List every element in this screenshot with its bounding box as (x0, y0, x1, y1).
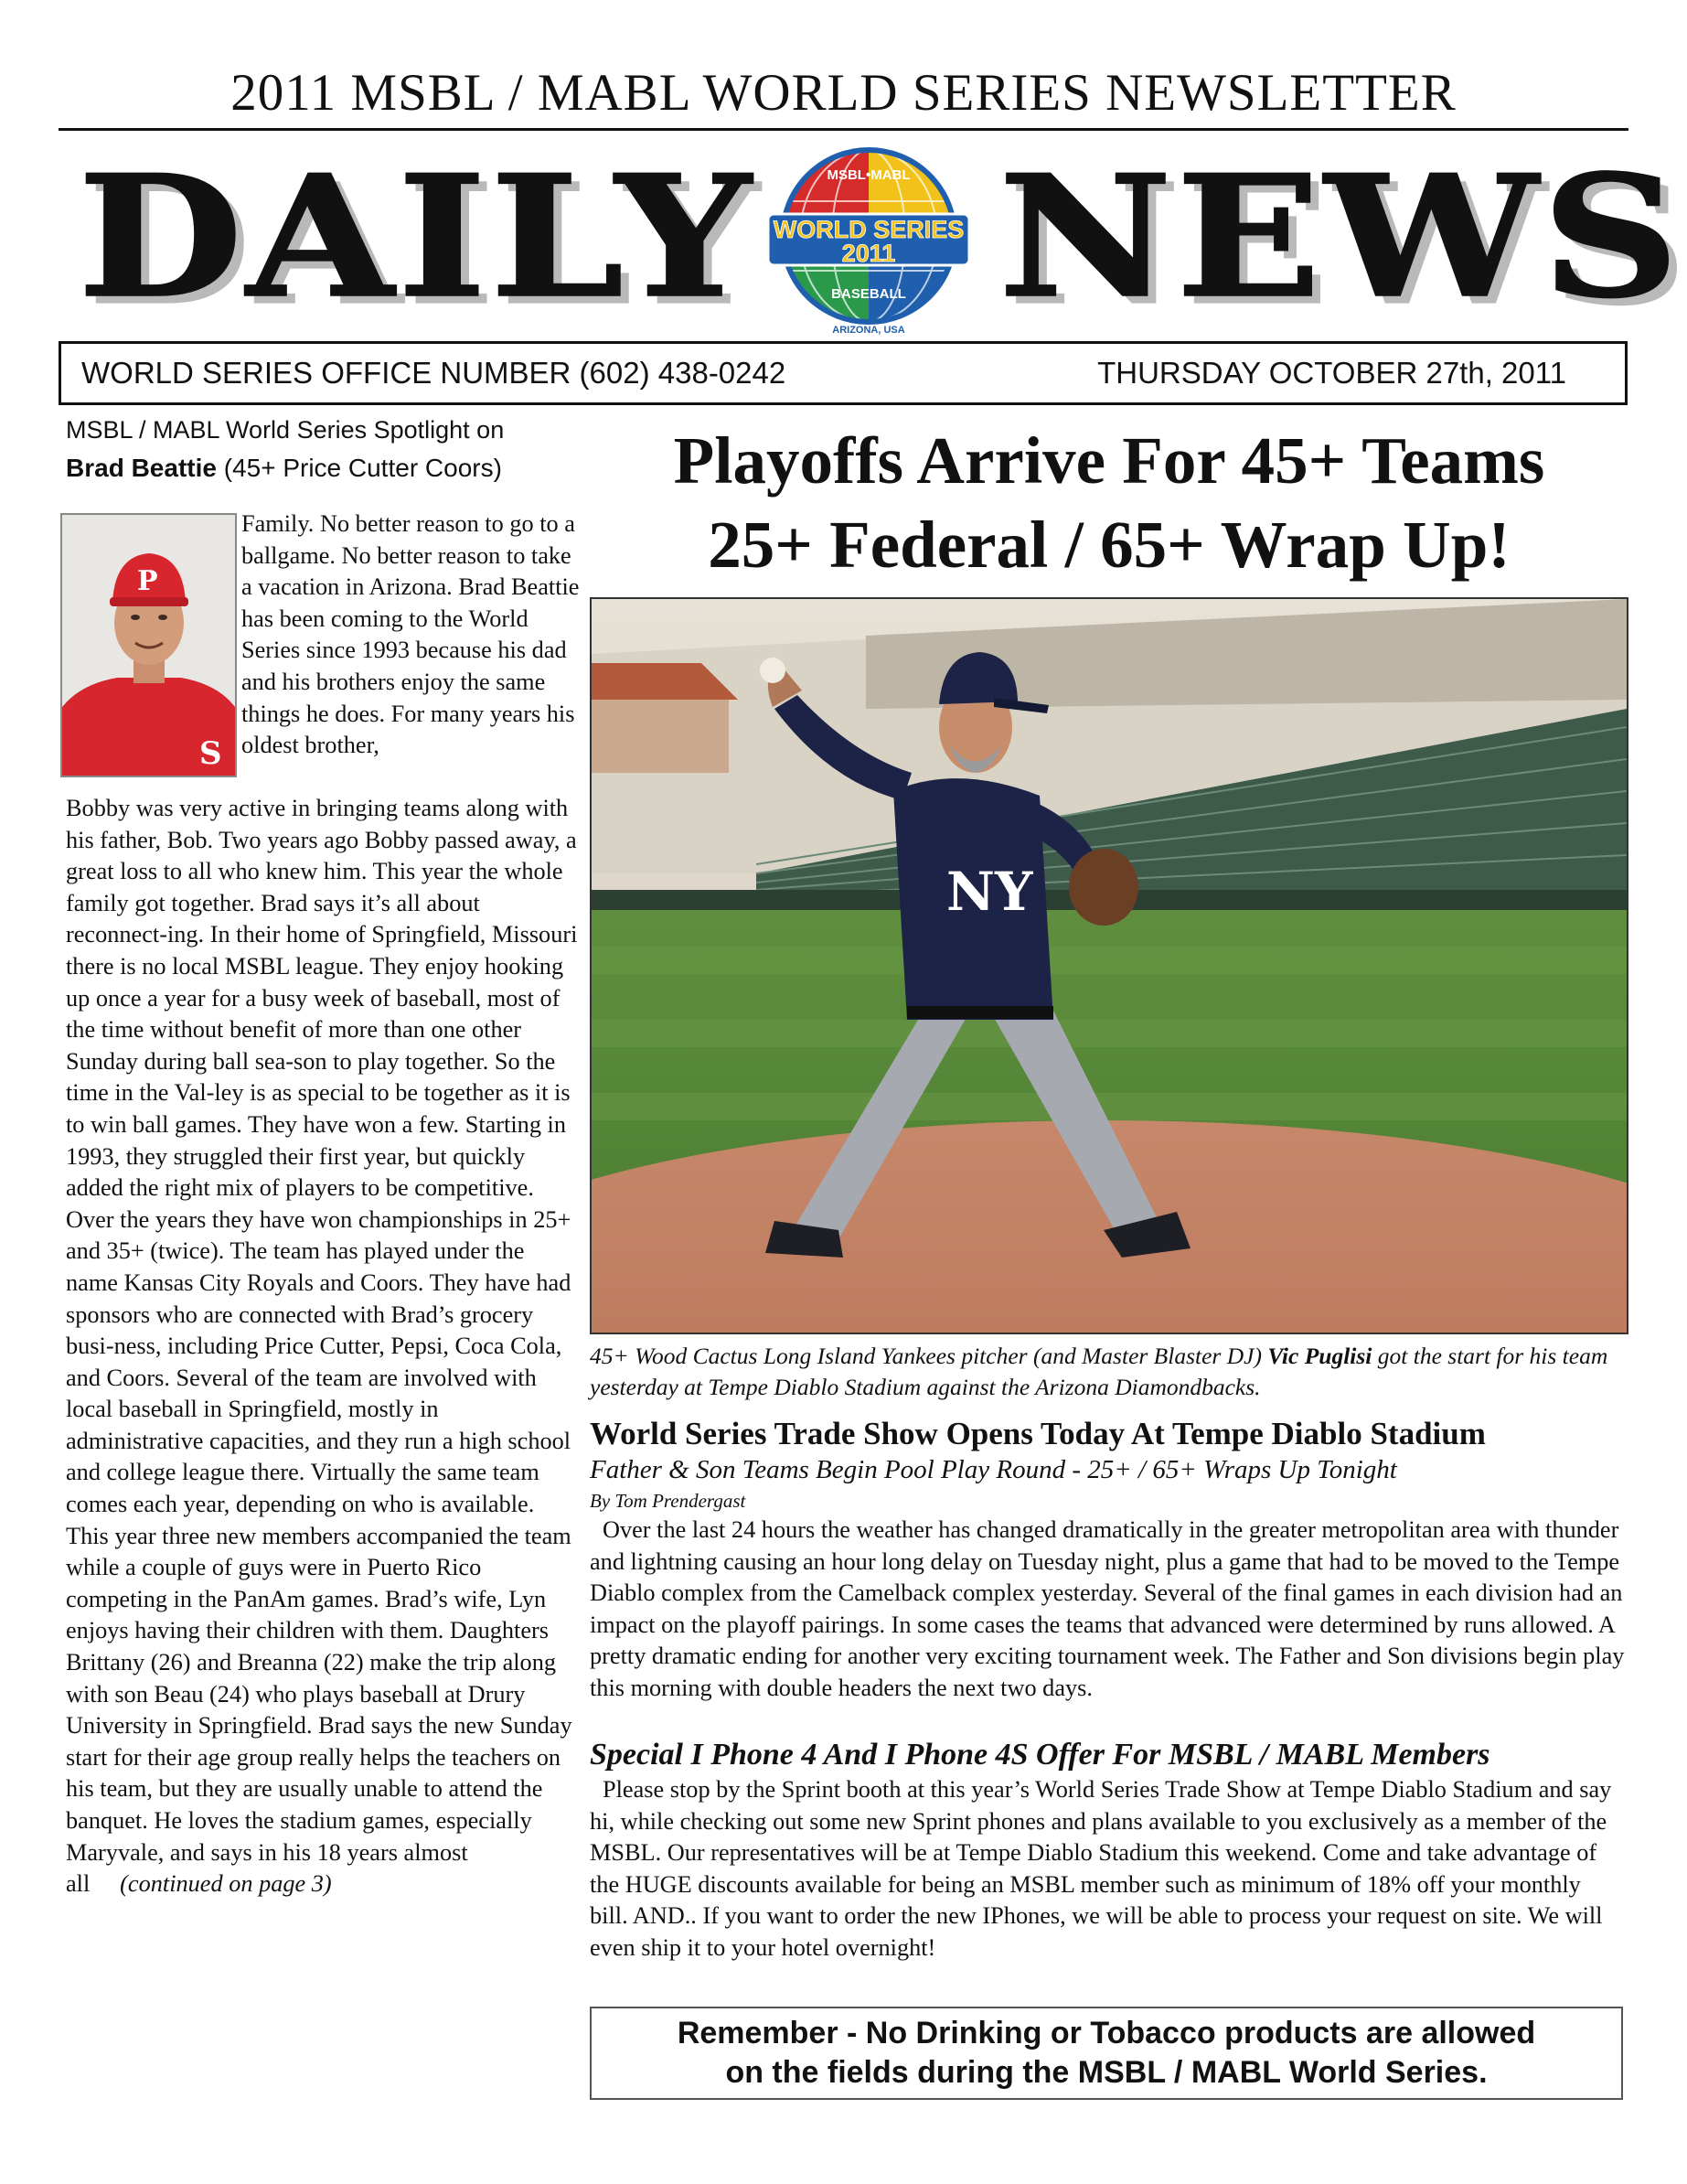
offer-title: Special I Phone 4 And I Phone 4S Offer For MSBL / MABL Members (590, 1738, 1490, 1772)
svg-text:S: S (199, 735, 222, 772)
logo-location: ARIZONA, USA (832, 325, 905, 336)
headline-line-2: 25+ Federal / 65+ Wrap Up! (708, 508, 1511, 582)
newsletter-title: 2011 MSBL / MABL WORLD SERIES NEWSLETTER (230, 64, 1457, 122)
spotlight-body-text: Bobby was very active in bringing teams along with his father, Bob. Two years ago Bobby passed away, a great loss to all who knew him. This year the whole family got together. Brad says it’s all about reconnect-ing. In their home of Springfield, Missouri there is no local MSBL league. They enjoy hooking up once a year for a busy week of baseball, most of the time without benefit of more than one other Sunday during ball sea-son to play together. So the time in the Val-ley is as special to be together as it is to win ball games. They have won a few. Starting in 1993, they struggled their first year, but quickly added the right mix of players to be competitive. Over the years they have won championships in 25+ and 35+ (twice). The team has played under the name Kansas City Royals and Coors. They have had sponsors who are connected with Brad’s grocery busi-ness, including Price Cutter, Pepsi, Coca Cola, and Coors. Several of the team are involved with local baseball in Springfield, mostly in administrative capacities, and they run a high school and college league there. Virtually the same team comes each year, depending on who is available. This year three new members accompanied the team while a couple of guys were in Puerto Rico competing in the PanAm games. Brad’s wife, Lyn enjoys having their children with them. Daughters Brittany (26) and Breanna (22) make the trip along with son Beau (24) who plays baseball at Drury University in Springfield. Brad says the new Sunday start for their age group really helps the teachers on his team, but they are usually unable to attend the banquet. He loves the stadium games, especially Maryvale, and says in his 18 years almost all (66, 795, 578, 1898)
article-byline: By Tom Prendergast (590, 1490, 746, 1512)
issue-date: THURSDAY OCTOBER 27th, 2011 (1097, 356, 1566, 390)
logo-bottom-text: BASEBALL (831, 286, 906, 302)
spotlight-body (66, 793, 580, 1900)
top-rule (59, 128, 1628, 131)
article-body: Over the last 24 hours the weather has changed dramatically in the greater metropolitan area with thunder and lightning causing an hour long delay on Tuesday night, plus a game that had to be moved to the Tempe Diablo complex from the Camelback complex yesterday. Several of the final games in each division had an impact on the playoff pairings. In some cases the teams that advanced were determined by runs allowed. A pretty dramatic ending for another very exciting tournament week. The Father and Son divisions begin play this morning with double headers the next two days. (590, 1516, 1625, 1701)
spotlight-name-line (66, 453, 578, 484)
photo-caption (590, 1341, 1628, 1403)
portrait-photo (60, 513, 237, 777)
svg-text:P: P (137, 565, 158, 597)
caption-text-after: got the start for his team yesterday at Tempe Diablo Stadium against the Arizona Diamondbacks. (590, 1343, 1608, 1400)
spotlight-lead-text: Family. No better reason to go to a ballgame. No better reason to take a vacation in Arizona. Brad Beattie has been coming to the World Series since 1993 because his dad and his brothers enjoy the same things he does. For many years his oldest brother, (241, 510, 580, 759)
caption-text-before: 45+ Wood Cactus Long Island Yankees pitcher (and Master Blaster DJ) (590, 1343, 1268, 1369)
notice-box (590, 2007, 1623, 2100)
continued-note: (continued on page 3) (120, 1870, 332, 1898)
logo-top-text: MSBL•MABL (827, 167, 911, 183)
info-bar (59, 341, 1628, 405)
article-title: World Series Trade Show Opens Today At Tempe Diablo Stadium (590, 1416, 1486, 1451)
pitcher-photo (590, 597, 1628, 1334)
svg-text:NY: NY (946, 861, 1033, 923)
logo-center-text: WORLD SERIES (773, 216, 965, 243)
world-series-logo (731, 137, 1006, 337)
caption-name: Vic Puglisi (1267, 1343, 1372, 1369)
article-subtitle: Father & Son Teams Begin Pool Play Round - 25+ / 65+ Wraps Up Tonight (590, 1455, 1397, 1484)
headline (590, 419, 1628, 587)
spotlight-header (66, 414, 578, 484)
office-number: WORLD SERIES OFFICE NUMBER (602) 438-0242 (81, 356, 786, 390)
logo-year: 2011 (841, 240, 896, 267)
notice-line-1: Remember - No Drinking or Tobacco products are allowed (677, 2016, 1536, 2050)
masthead-daily: DAILY (78, 139, 755, 336)
spotlight-intro: MSBL / MABL World Series Spotlight on (66, 416, 505, 444)
spotlight-name: Brad Beattie (66, 454, 217, 482)
masthead-news: NEWS (998, 139, 1683, 336)
headline-line-1: Playoffs Arrive For 45+ Teams (673, 423, 1545, 498)
notice-line-2: on the fields during the MSBL / MABL World Series. (725, 2055, 1488, 2090)
spotlight-team: (45+ Price Cutter Coors) (223, 454, 502, 482)
offer-body: Please stop by the Sprint booth at this year’s World Series Trade Show at Tempe Diablo Stadium and say hi, while checking out some new Sprint phones and plans available to you exclusively as a member of the MSBL. Our representatives will be at Tempe Diablo Stadium this weekend. Come and take advantage of the HUGE discounts available for being an MSBL member such as minimum of 18% off your monthly bill. AND.. If you want to order the new IPhones, we will be able to process your request on site. We will even ship it to your hotel overnight! (590, 1776, 1612, 1961)
